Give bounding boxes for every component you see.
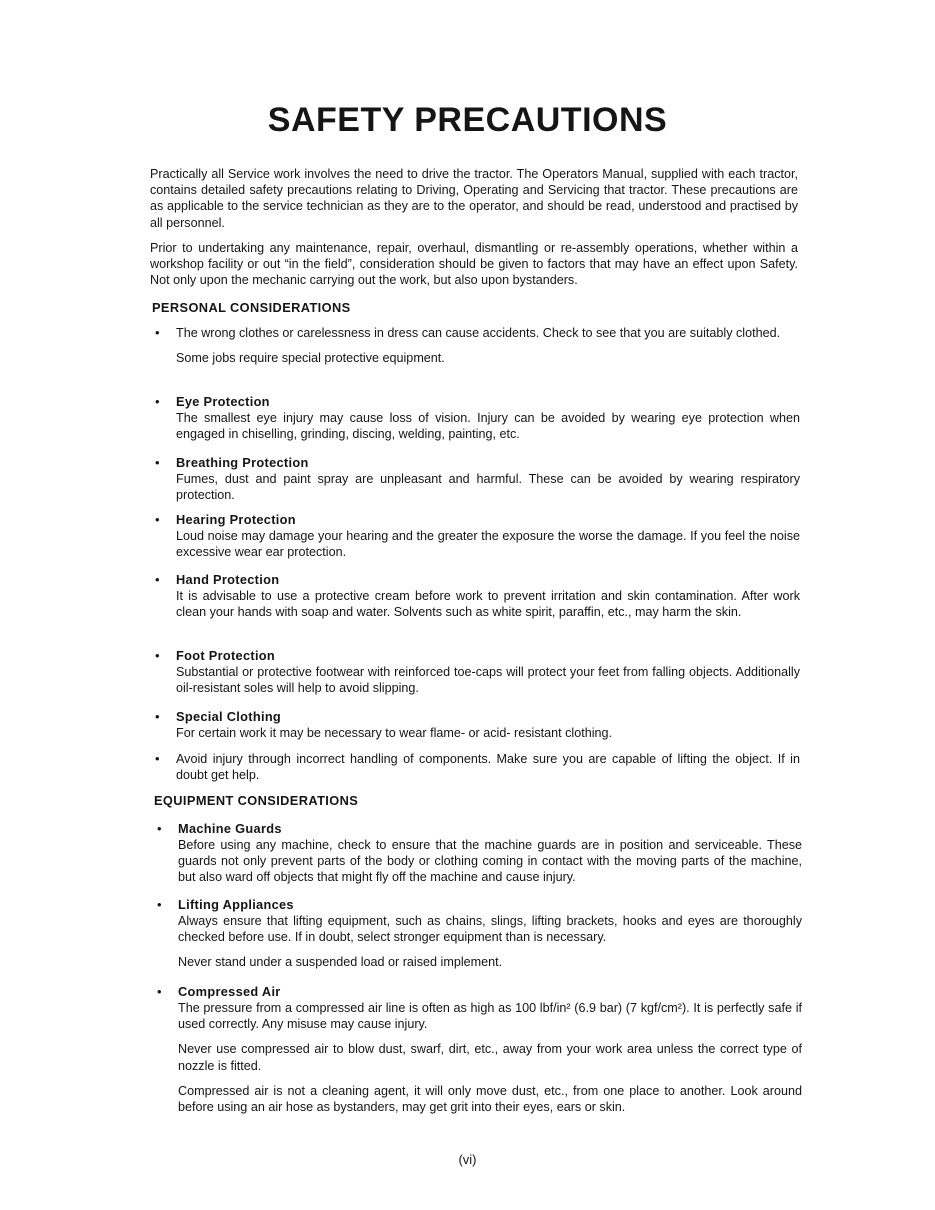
- lifting-appliances-text: Always ensure that lifting equipment, such as chains, slings, lifting brackets, hooks and eyes are thoroughly checked before use. If in doubt, select stronger equipment than is necessary.: [178, 914, 802, 945]
- bullet-icon: •: [155, 512, 160, 527]
- intro-paragraph-1: Practically all Service work involves the need to drive the tractor. The Operators Manual, supplied with each tractor, contains detailed safety precautions relating to Driving, Operating and Servicing that tractor. These precautions are as applicable to the service technician as they are to the operator, and should be read, understood and practised by all personnel.: [150, 167, 798, 230]
- eye-protection-text: The smallest eye injury may cause loss of vision. Injury can be avoided by wearing eye protection when engaged in chiselling, grinding, discing, welding, painting, etc.: [176, 411, 800, 442]
- foot-protection-text: Substantial or protective footwear with reinforced toe-caps will protect your feet from falling objects. Additionally oil-resistant soles will help to avoid slipping.: [176, 665, 800, 696]
- hearing-protection-text: Loud noise may damage your hearing and the greater the exposure the worse the damage. If you feel the noise excessive wear ear protection.: [176, 529, 800, 560]
- bullet-icon: •: [155, 648, 160, 663]
- personal-considerations-heading: PERSONAL CONSIDERATIONS: [152, 300, 351, 315]
- bullet-icon: •: [157, 897, 162, 912]
- breathing-protection-text: Fumes, dust and paint spray are unpleasant and harmful. These can be avoided by wearing respiratory protection.: [176, 472, 800, 503]
- special-clothing-text: For certain work it may be necessary to wear flame- or acid- resistant clothing.: [176, 726, 613, 740]
- hand-protection-text: It is advisable to use a protective cream before work to prevent irritation and skin contamination. After work clean your hands with soap and water. Solvents such as white spirit, paraffin, etc., may harm the skin.: [176, 589, 800, 620]
- foot-protection-title: Foot Protection: [176, 648, 276, 663]
- bullet-icon: •: [155, 709, 160, 724]
- machine-guards-text: Before using any machine, check to ensure that the machine guards are in position and serviceable. These guards not only prevent parts of the body or clothing coming in contact with the moving parts of the machine, but also ward off objects that might fly off the machine and cause injury.: [178, 838, 802, 885]
- compressed-air-text-3: Compressed air is not a cleaning agent, it will only move dust, etc., from one place to another. Look around before using an air hose as bystanders, may get grit into their eyes, ears or skin.: [178, 1083, 802, 1115]
- hand-protection-title: Hand Protection: [176, 572, 280, 587]
- bullet-icon: •: [155, 394, 160, 409]
- bullet-icon: •: [155, 572, 160, 587]
- intro-paragraph-2: Prior to undertaking any maintenance, repair, overhaul, dismantling or re-assembly operations, whether within a workshop facility or out “in the field”, consideration should be given to factors that may have an effect upon Safety. Not only upon the mechanic carrying out the work, but also upon bystanders.: [150, 241, 798, 288]
- bullet-icon: •: [157, 821, 162, 836]
- handling-text: Avoid injury through incorrect handling of components. Make sure you are capable of lifting the object. If in doubt get help.: [176, 752, 800, 783]
- page-number: (vi): [458, 1152, 477, 1167]
- compressed-air-text-2: Never use compressed air to blow dust, swarf, dirt, etc., away from your work area unless the correct type of nozzle is fitted.: [178, 1042, 802, 1073]
- bullet-icon: •: [155, 455, 160, 470]
- compressed-air-text: The pressure from a compressed air line is often as high as 100 lbf/in² (6.9 bar) (7 kgf/cm²). It is perfectly safe if used correctly. Any misuse may cause injury.: [178, 1001, 802, 1032]
- equipment-considerations-heading: EQUIPMENT CONSIDERATIONS: [154, 793, 359, 808]
- clothes-text: The wrong clothes or carelessness in dress can cause accidents. Check to see that you are suitably clothed.: [176, 326, 781, 340]
- breathing-protection-title: Breathing Protection: [176, 455, 309, 470]
- lifting-appliances-title: Lifting Appliances: [178, 897, 294, 912]
- clothes-text-2: Some jobs require special protective equipment.: [176, 351, 445, 366]
- lifting-appliances-text-2: Never stand under a suspended load or raised implement.: [178, 955, 503, 970]
- bullet-icon: •: [157, 984, 162, 999]
- bullet-icon: •: [155, 751, 160, 766]
- eye-protection-title: Eye Protection: [176, 394, 270, 409]
- page-title: SAFETY PRECAUTIONS: [267, 101, 668, 139]
- hearing-protection-title: Hearing Protection: [176, 512, 296, 527]
- special-clothing-title: Special Clothing: [176, 709, 282, 724]
- machine-guards-title: Machine Guards: [178, 821, 282, 836]
- bullet-icon: •: [155, 325, 160, 340]
- compressed-air-title: Compressed Air: [178, 984, 281, 999]
